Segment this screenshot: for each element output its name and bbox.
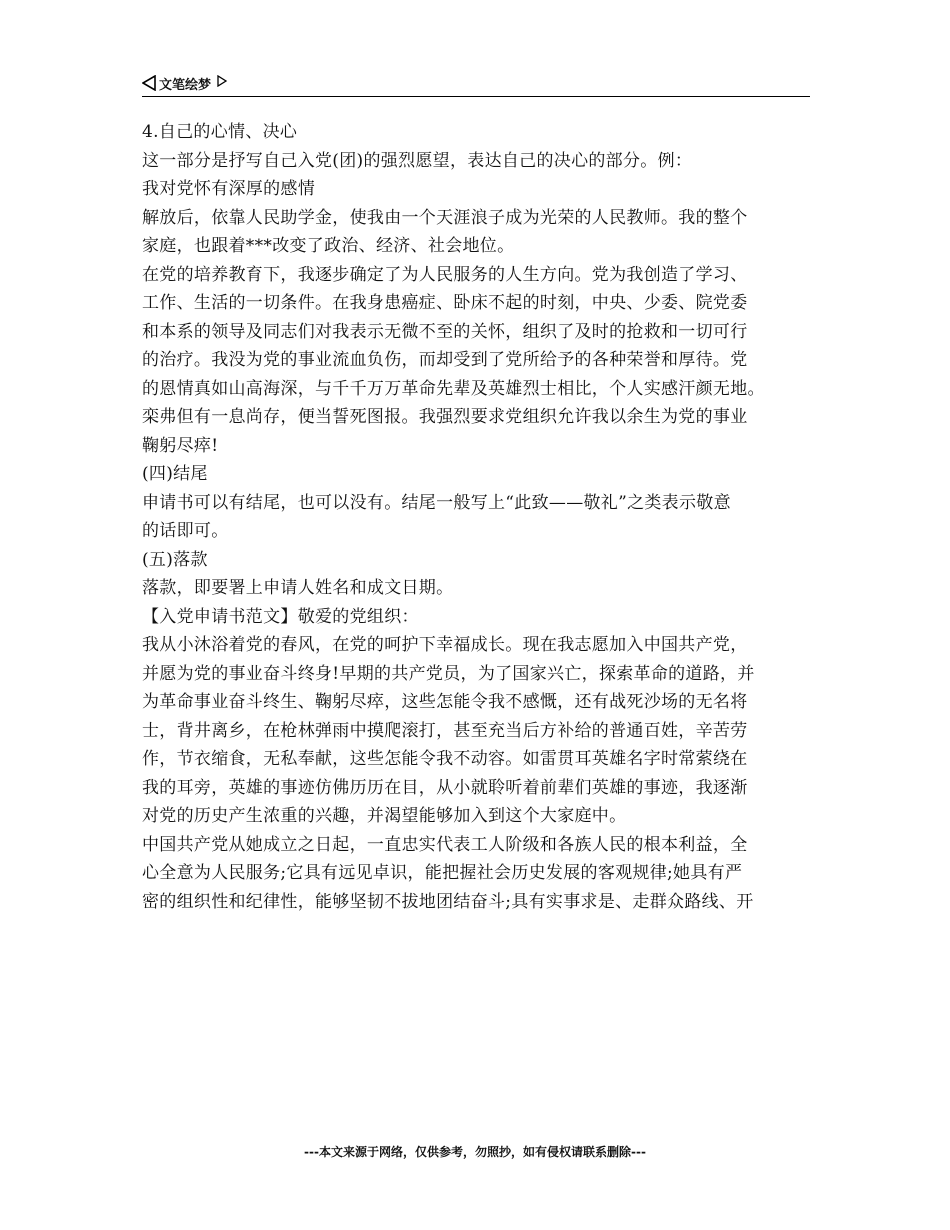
text-line: 4.自己的心情、决心 xyxy=(142,122,298,142)
text-line: 士，背井离乡，在枪林弹雨中摸爬滚打，甚至充当后方补给的普通百姓，辛苦劳 xyxy=(142,720,748,741)
text-line: 我从小沐浴着党的春风，在党的呵护下幸福成长。现在我志愿加入中国共产党， xyxy=(142,635,748,655)
text-line: 栾弗但有一息尚存，便当誓死图报。我强烈要求党组织允许我以余生为党的事业 xyxy=(142,407,748,427)
text-line: 密的组织性和纪律性，能够坚韧不拔地团结奋斗;具有实事求是、走群众路线、开 xyxy=(142,891,754,912)
text-line: 我对党怀有深厚的感情 xyxy=(142,179,315,199)
text-line: 这一部分是抒写自己入党(团)的强烈愿望，表达自己的决心的部分。例： xyxy=(142,150,693,171)
text-line: 家庭，也跟着***改变了政治、经济、社会地位。 xyxy=(142,236,515,256)
text-line: 工作、生活的一切条件。在我身患癌症、卧床不起的时刻，中央、少委、院党委 xyxy=(142,293,748,313)
text-line: (四)结尾 xyxy=(142,464,208,484)
text-line: 为革命事业奋斗终生、鞠躬尽瘁，这些怎能令我不感慨，还有战死沙场的无名将 xyxy=(142,692,748,712)
text-line: 在党的培养教育下，我逐步确定了为人民服务的人生方向。党为我创造了学习、 xyxy=(142,264,748,285)
text-line: 的恩情真如山高海深，与千千万万革命先辈及英雄烈士相比，个人实感汗颜无地。 xyxy=(142,378,765,399)
text-line: 的话即可。 xyxy=(142,521,229,541)
text-line: 对党的历史产生浓重的兴趣，并渴望能够加入到这个大家庭中。 xyxy=(142,806,627,826)
header-title: 文笔绘梦 xyxy=(159,77,212,93)
page-footer-notice: ---本文来源于网络，仅供参考，勿照抄，如有侵权请联系删除--- xyxy=(304,1145,646,1159)
text-line: (五)落款 xyxy=(142,549,208,570)
text-line: 落款，即要署上申请人姓名和成文日期。 xyxy=(142,578,454,598)
document-body xyxy=(142,118,832,916)
text-line: 并愿为党的事业奋斗终身!早期的共产党员，为了国家兴亡，探索革命的道路，并 xyxy=(142,663,755,684)
text-line: 中国共产党从她成立之日起，一直忠实代表工人阶级和各族人民的根本利益，全 xyxy=(142,834,748,855)
triangle-right-outline-icon xyxy=(217,75,227,87)
triangle-left-outline-icon xyxy=(142,75,156,91)
text-line: 作，节衣缩食，无私奉献，这些怎能令我不动容。如雷贯耳英雄名字时常萦绕在 xyxy=(142,749,748,769)
text-line: 鞠躬尽瘁! xyxy=(142,435,219,456)
text-line: 心全意为人民服务;它具有远见卓识，能把握社会历史发展的客观规律;她具有严 xyxy=(142,863,743,883)
text-line: 我的耳旁，英雄的事迹仿佛历历在目，从小就聆听着前辈们英雄的事迹，我逐渐 xyxy=(142,777,748,798)
text-line: 【入党申请书范文】敬爱的党组织： xyxy=(142,606,419,627)
text-line: 的治疗。我没为党的事业流血负伤，而却受到了党所给予的各种荣誉和厚待。党 xyxy=(142,350,748,370)
text-line: 解放后，依靠人民助学金，使我由一个天涯浪子成为光荣的人民教师。我的整个 xyxy=(142,207,748,228)
page-header xyxy=(142,70,810,97)
text-line: 和本系的领导及同志们对我表示无微不至的关怀，组织了及时的抢救和一切可行 xyxy=(142,321,748,342)
text-line: 申请书可以有结尾，也可以没有。结尾一般写上“此致——敬礼”之类表示敬意 xyxy=(142,492,731,513)
